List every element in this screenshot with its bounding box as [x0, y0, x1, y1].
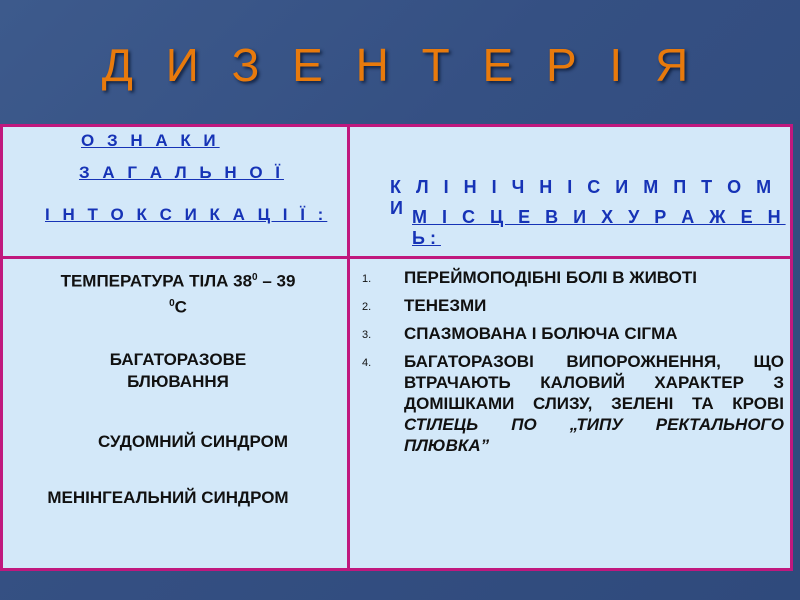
vomiting-item — [13, 349, 343, 393]
list-number: 3. — [362, 329, 372, 341]
header-right-line2: М І С Ц Е В И Х У Р А Ж Е Н Ь: — [412, 207, 786, 248]
temperature-text: ТЕМПЕРАТУРА ТІЛА 38 — [60, 271, 253, 291]
list-number: 2. — [362, 301, 372, 313]
temperature-mid: – 39 — [257, 271, 296, 291]
header-left-line2: З А Г А Л Ь Н О Ї — [79, 163, 284, 182]
degree-sup-2: 0 — [169, 297, 175, 309]
stool-note — [356, 414, 784, 456]
list-item — [356, 351, 784, 414]
header-left-line3: І Н Т О К С И К А Ц І Ї : — [45, 205, 328, 224]
symptoms-list — [356, 267, 784, 463]
list-item-text: ТЕНЕЗМИ — [404, 296, 487, 315]
list-item — [356, 323, 784, 344]
meningeal-syndrome-item: МЕНІНГЕАЛЬНИЙ СИНДРОМ — [47, 488, 289, 507]
list-item — [356, 295, 784, 316]
temperature-item — [13, 267, 343, 318]
vomiting-line2: БЛЮВАННЯ — [127, 372, 229, 391]
content-table — [0, 124, 793, 571]
intoxication-signs-cell — [3, 259, 350, 568]
list-item — [356, 267, 784, 288]
slide-title: Д И З Е Н Т Е Р І Я — [101, 39, 699, 91]
list-number: 1. — [362, 273, 372, 285]
header-cell-general-intoxication — [3, 127, 350, 259]
degree-sup-1: 0 — [252, 272, 258, 283]
list-item-text: БАГАТОРАЗОВІ ВИПОРОЖНЕННЯ, ЩО ВТРАЧАЮТЬ КАЛОВИЙ ХАРАКТЕР З ДОМІШКАМИ СЛИЗУ, ЗЕЛЕНІ ТА КРОВІ — [404, 352, 784, 413]
header-cell-local-symptoms — [350, 127, 790, 259]
header-right-line1: К Л І Н І Ч Н І С И М П Т О М И — [390, 177, 777, 218]
list-item-text: СПАЗМОВАНА І БОЛЮЧА СІГМА — [404, 324, 678, 343]
header-left-line1: О З Н А К И — [81, 131, 220, 150]
list-number: 4. — [362, 357, 372, 369]
temperature-unit: С — [174, 297, 187, 317]
vomiting-line1: БАГАТОРАЗОВЕ — [109, 350, 247, 369]
list-item-text: ПЕРЕЙМОПОДІБНІ БОЛІ В ЖИВОТІ — [404, 268, 697, 287]
local-symptoms-cell — [350, 259, 790, 568]
stool-note-text: СТІЛЕЦЬ ПО „ТИПУ РЕКТАЛЬНОГО ПЛЮВКА” — [404, 415, 784, 455]
convulsive-syndrome-item: СУДОМНИЙ СИНДРОМ — [97, 432, 289, 451]
